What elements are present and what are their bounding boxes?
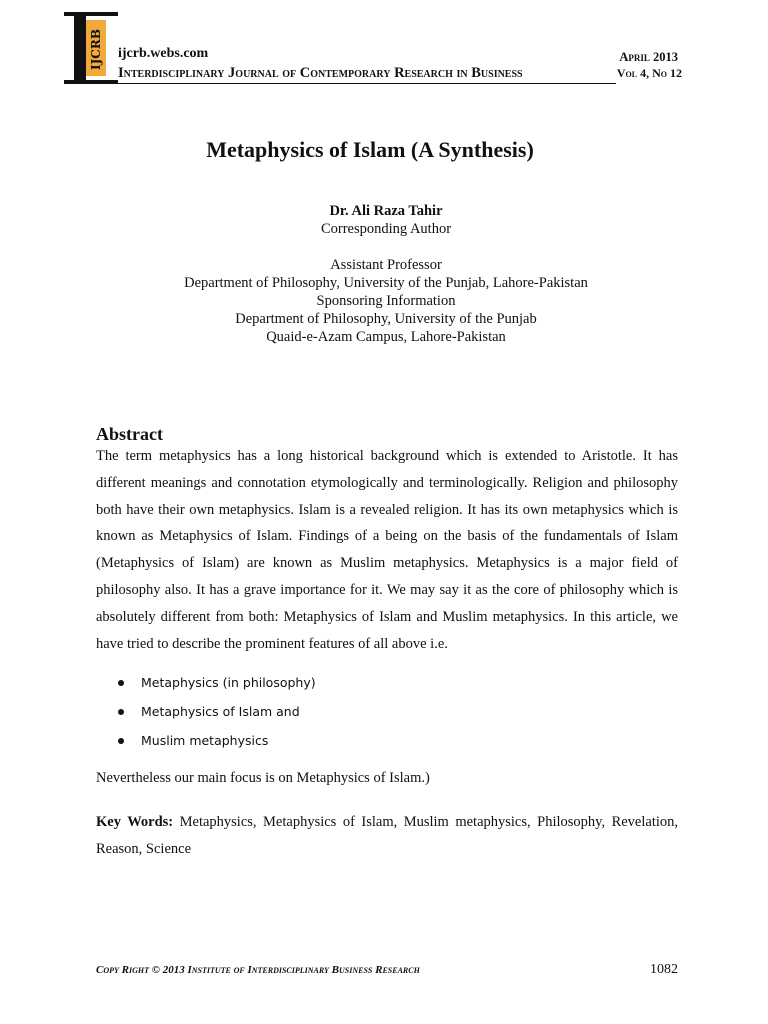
author-role: Corresponding Author	[320, 221, 452, 237]
footer-copyright: Copy Right © 2013 Institute of Interdisciplinary Business Research	[96, 964, 420, 976]
sponsoring-label: Sponsoring Information	[316, 293, 456, 309]
svg-text:IJCRB: IJCRB	[89, 29, 103, 70]
site-url[interactable]: ijcrb.webs.com	[118, 46, 209, 61]
author-affiliation: Department of Philosophy, University of the Punjab, Lahore-Pakistan	[184, 275, 588, 291]
author-position: Assistant Professor	[330, 257, 442, 273]
abstract-body: The term metaphysics has a long historical background which is extended to Aristotle. It has different meanings and connotation etymologically and terminologically. Religion and philosophy both have their own metaphysics. Islam is a revealed religion. It has its own metaphysics which is known as Metaphysics of Islam. Findings of a being on the basis of the fundamentals of Islam (Metaphysics of Islam) are known as Muslim metaphysics. Metaphysics is a major field of philosophy also. It has a grave importance for it. We may say it as the core of philosophy which is absolutely different from both: Metaphysics of Islam and Muslim metaphysics. In this article, we have tried to describe the prominent features of all above i.e.	[96, 448, 678, 652]
list-item	[96, 699, 678, 728]
author-block	[0, 202, 768, 346]
keywords-label: Key Words:	[96, 814, 174, 830]
abstract-heading: Abstract	[96, 424, 163, 444]
page-number: 1082	[650, 962, 678, 977]
bullet-text: Metaphysics of Islam and	[141, 704, 300, 719]
paper-title: Metaphysics of Islam (A Synthesis)	[206, 137, 534, 162]
list-item	[96, 670, 678, 699]
issue-date: April 2013	[619, 50, 678, 64]
keywords	[96, 809, 678, 863]
bullet-text: Metaphysics (in philosophy)	[141, 675, 316, 690]
issue-volume: Vol 4, No 12	[616, 66, 682, 80]
abstract-bullet-list	[96, 670, 678, 757]
abstract-conclusion: Nevertheless our main focus is on Metaphysics of Islam.)	[96, 770, 430, 786]
journal-title: Interdisciplinary Journal of Contemporary Research in Business	[118, 64, 616, 84]
journal-logo	[64, 12, 122, 84]
list-item	[96, 728, 678, 757]
bullet-icon	[118, 680, 124, 686]
bullet-icon	[118, 709, 124, 715]
keywords-text: Metaphysics, Metaphysics of Islam, Muslim metaphysics, Philosophy, Revelation, Reason, Science	[96, 814, 679, 857]
sponsor-address: Quaid-e-Azam Campus, Lahore-Pakistan	[266, 329, 506, 345]
bullet-icon	[118, 738, 124, 744]
author-name: Dr. Ali Raza Tahir	[329, 203, 443, 219]
bullet-text: Muslim metaphysics	[141, 733, 269, 748]
sponsor-department: Department of Philosophy, University of the Punjab	[235, 311, 537, 327]
